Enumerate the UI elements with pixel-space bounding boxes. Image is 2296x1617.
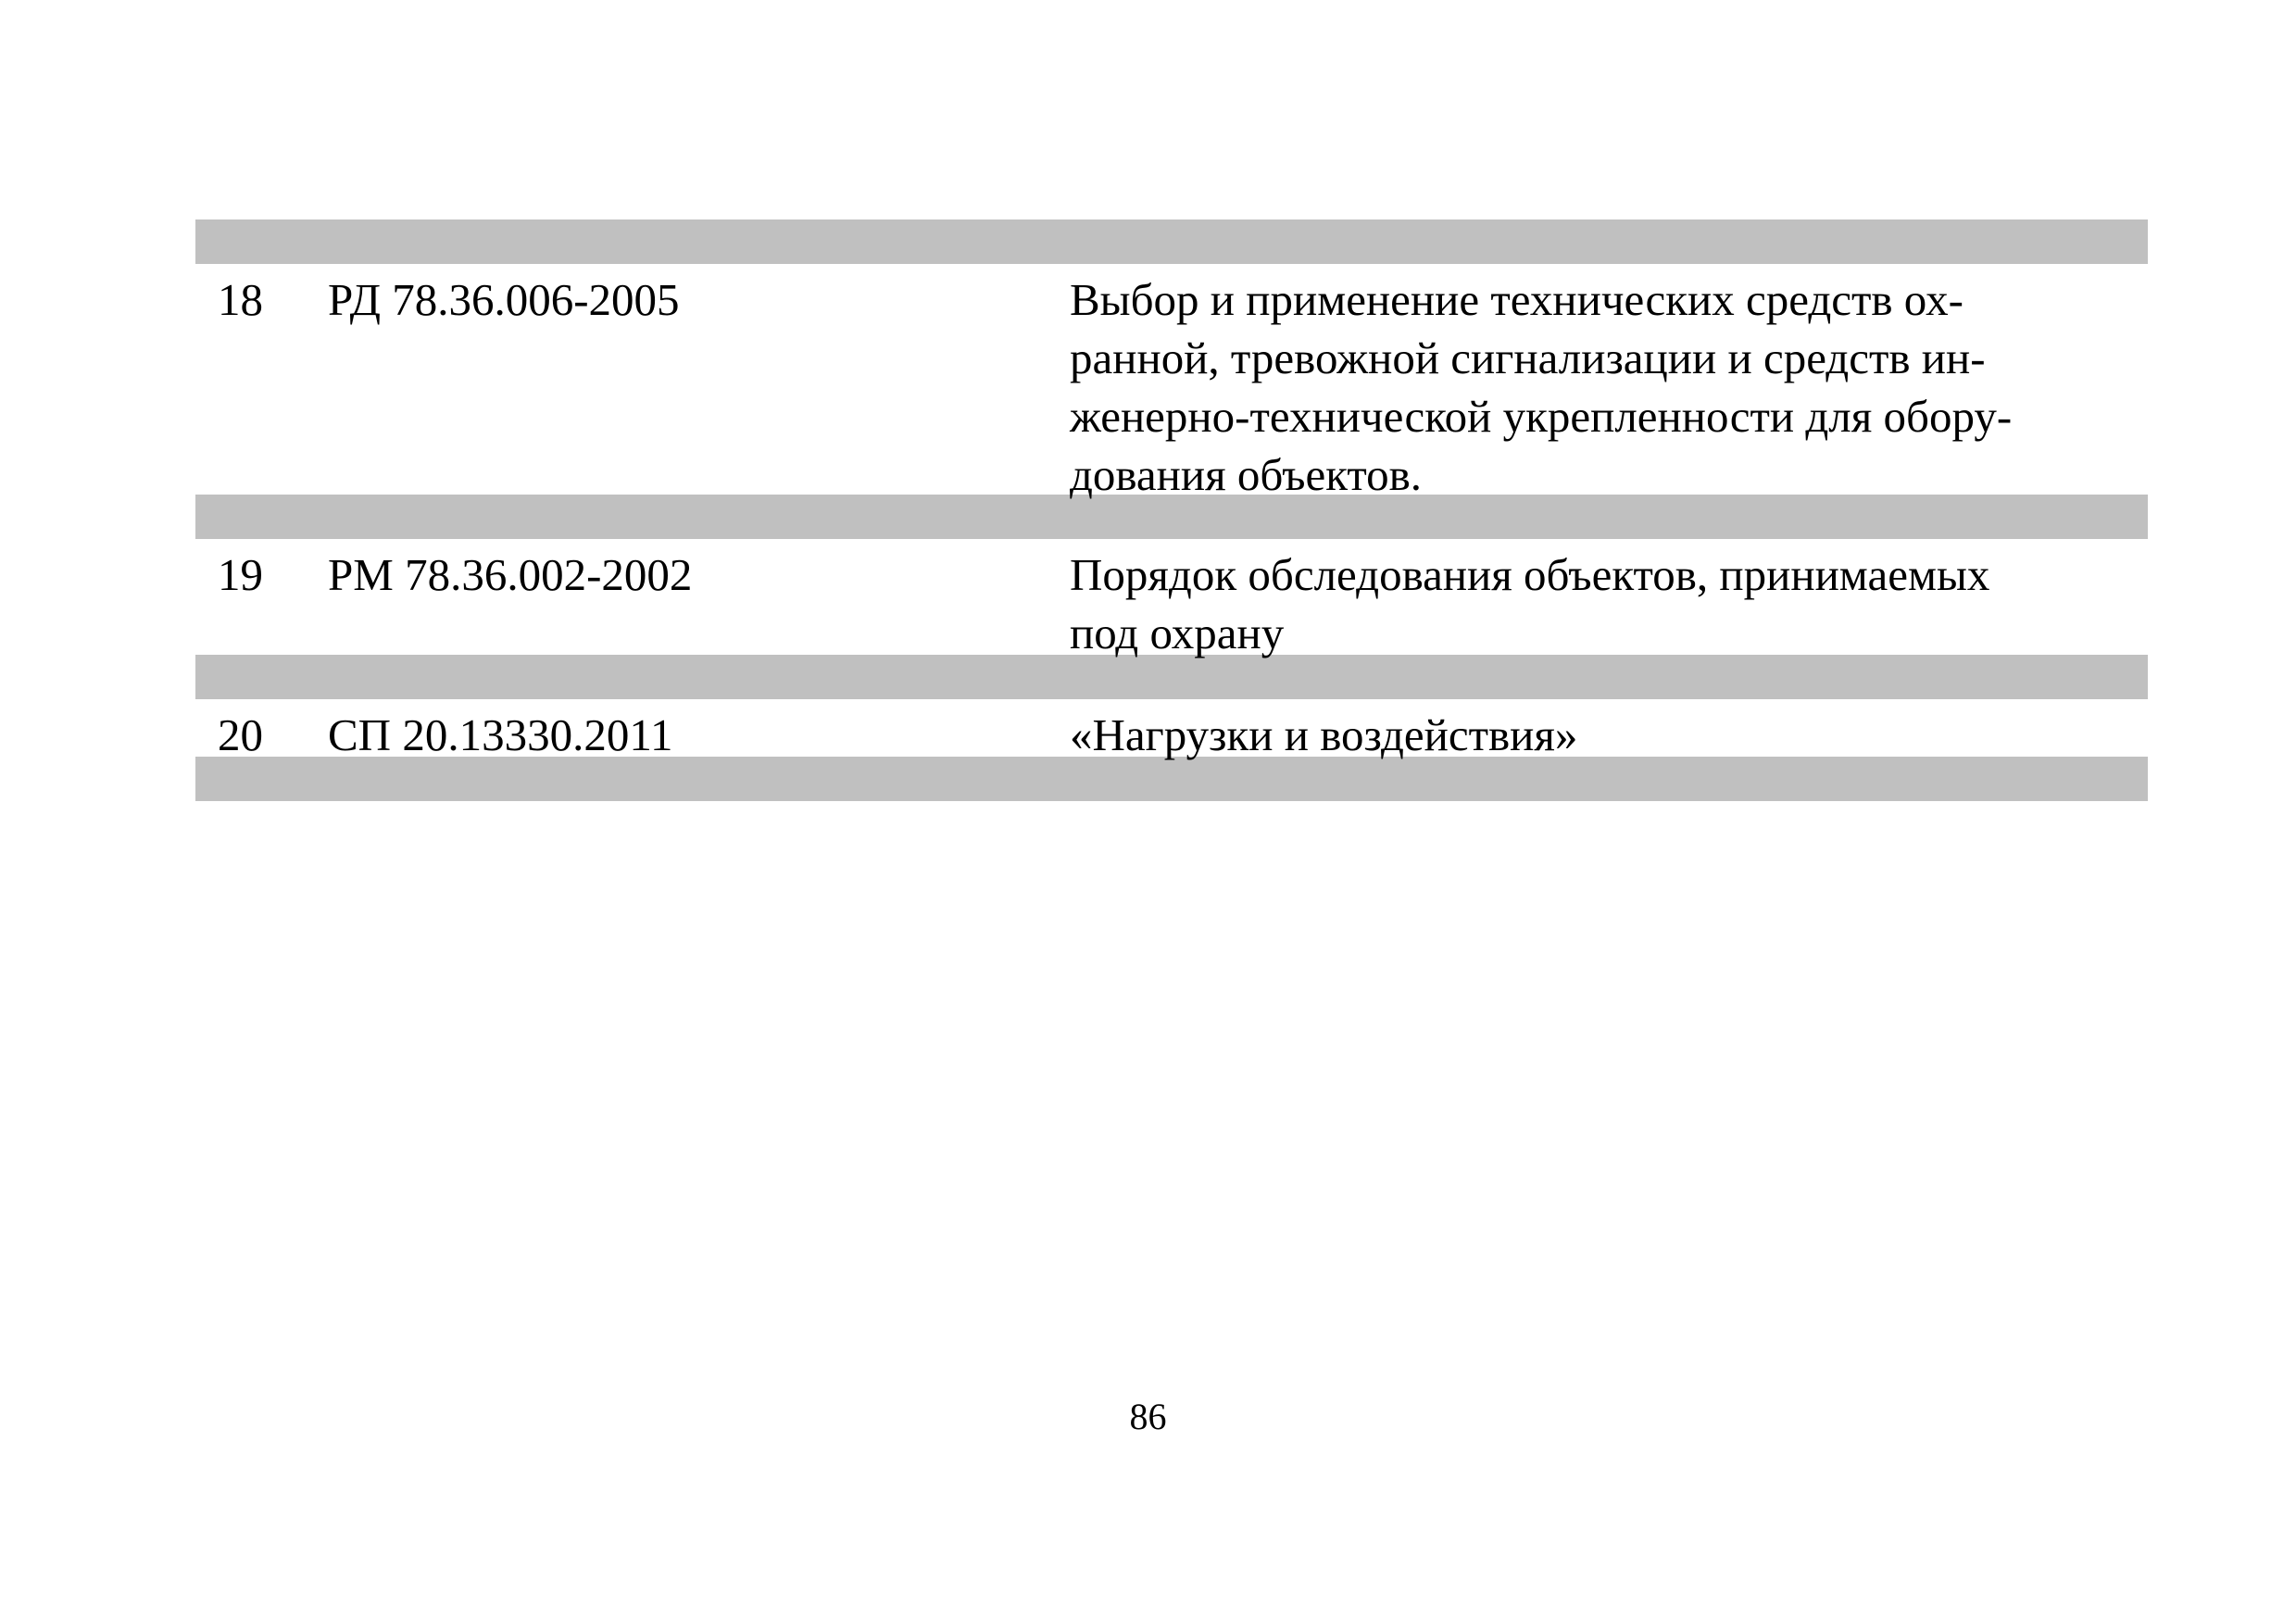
row-number: 20	[218, 709, 263, 760]
document-code: РД 78.36.006-2005	[328, 274, 680, 325]
table-row	[195, 699, 2148, 760]
normative-documents-table	[195, 219, 2148, 801]
document-code: СП 20.13330.2011	[328, 709, 673, 760]
document-code: РМ 78.36.002-2002	[328, 549, 693, 600]
document-title: Порядок обследования объектов, принимаемых под охрану	[1070, 549, 1990, 658]
document-title: Выбор и применение технических средств ох- ранной, тревожной сигнализации и средств ин- женерно-технической укрепленности для обору- дования объектов.	[1070, 274, 2013, 500]
table-row	[195, 539, 2148, 658]
row-number: 18	[218, 274, 263, 325]
table-separator	[195, 219, 2148, 264]
document-title: «Нагрузки и воздействия»	[1070, 709, 1578, 760]
table-row	[195, 264, 2148, 500]
page-number: 86	[1129, 1396, 1167, 1437]
row-number: 19	[218, 549, 263, 600]
